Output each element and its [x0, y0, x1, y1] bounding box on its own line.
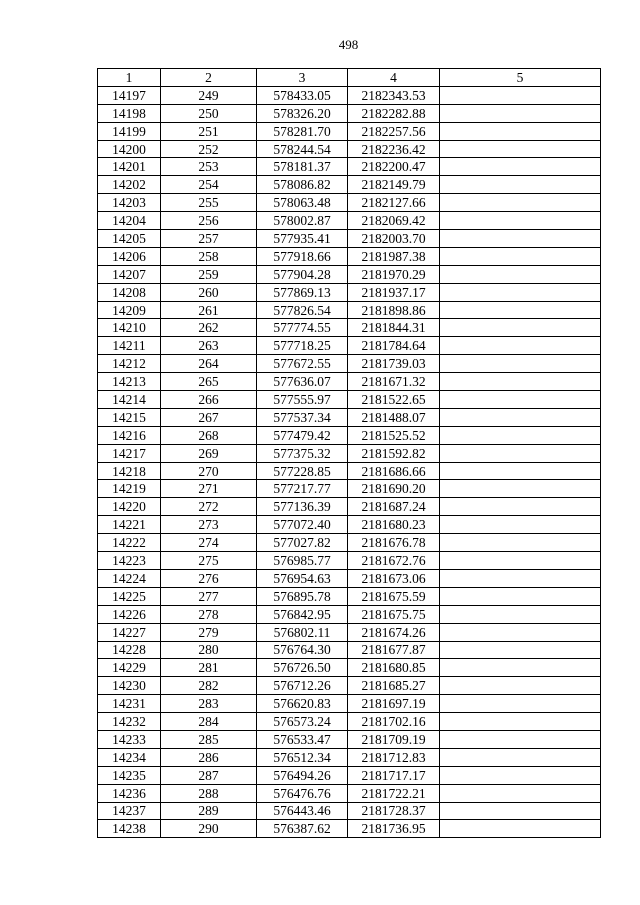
table-cell-col-5	[440, 587, 601, 605]
table-cell-col-3: 576533.47	[257, 730, 348, 748]
table-cell-col-1: 14237	[98, 802, 161, 820]
table-row	[98, 695, 601, 713]
table-cell-col-3: 577935.41	[257, 230, 348, 248]
table-cell-col-3: 577718.25	[257, 337, 348, 355]
table-cell-col-1: 14217	[98, 444, 161, 462]
table-cell-col-4: 2182200.47	[348, 158, 440, 176]
table-cell-col-2: 260	[161, 283, 257, 301]
table-row	[98, 355, 601, 373]
table-cell-col-3: 576802.11	[257, 623, 348, 641]
table-row	[98, 802, 601, 820]
table-cell-col-5	[440, 337, 601, 355]
table-row	[98, 569, 601, 587]
table-row	[98, 766, 601, 784]
table-cell-col-1: 14226	[98, 605, 161, 623]
table-cell-col-4: 2182069.42	[348, 212, 440, 230]
table-cell-col-3: 576512.34	[257, 748, 348, 766]
table-cell-col-3: 576842.95	[257, 605, 348, 623]
table-cell-col-4: 2182236.42	[348, 140, 440, 158]
table-row	[98, 462, 601, 480]
table-cell-col-2: 270	[161, 462, 257, 480]
table-cell-col-5	[440, 265, 601, 283]
table-cell-col-2: 256	[161, 212, 257, 230]
table-cell-col-5	[440, 158, 601, 176]
table-row	[98, 730, 601, 748]
table-cell-col-2: 267	[161, 408, 257, 426]
table-cell-col-2: 285	[161, 730, 257, 748]
column-header-3: 3	[257, 69, 348, 87]
table-cell-col-3: 577904.28	[257, 265, 348, 283]
table-cell-col-4: 2181739.03	[348, 355, 440, 373]
table-cell-col-5	[440, 605, 601, 623]
table-cell-col-1: 14230	[98, 677, 161, 695]
table-body	[98, 86, 601, 837]
table-cell-col-2: 272	[161, 498, 257, 516]
table-cell-col-5	[440, 462, 601, 480]
table-cell-col-5	[440, 247, 601, 265]
table-row	[98, 498, 601, 516]
table-cell-col-3: 577479.42	[257, 426, 348, 444]
table-cell-col-5	[440, 176, 601, 194]
table-cell-col-4: 2181717.17	[348, 766, 440, 784]
table-cell-col-4: 2181697.19	[348, 695, 440, 713]
table-cell-col-5	[440, 766, 601, 784]
table-cell-col-1: 14238	[98, 820, 161, 838]
table-cell-col-4: 2181970.29	[348, 265, 440, 283]
table-row	[98, 158, 601, 176]
table-cell-col-4: 2181937.17	[348, 283, 440, 301]
table-row	[98, 534, 601, 552]
table-cell-col-3: 576764.30	[257, 641, 348, 659]
table-cell-col-4: 2181728.37	[348, 802, 440, 820]
table-row	[98, 140, 601, 158]
table-row	[98, 319, 601, 337]
table-cell-col-3: 576985.77	[257, 552, 348, 570]
table-cell-col-3: 578326.20	[257, 104, 348, 122]
table-cell-col-3: 577072.40	[257, 516, 348, 534]
table-cell-col-4: 2182343.53	[348, 86, 440, 104]
column-header-5: 5	[440, 69, 601, 87]
table-cell-col-2: 261	[161, 301, 257, 319]
table-cell-col-2: 266	[161, 391, 257, 409]
table-row	[98, 480, 601, 498]
table-cell-col-4: 2181686.66	[348, 462, 440, 480]
table-cell-col-4: 2181676.78	[348, 534, 440, 552]
table-row	[98, 265, 601, 283]
table-row	[98, 122, 601, 140]
table-cell-col-1: 14213	[98, 373, 161, 391]
table-row	[98, 373, 601, 391]
table-cell-col-1: 14200	[98, 140, 161, 158]
table-cell-col-2: 252	[161, 140, 257, 158]
table-cell-col-3: 576476.76	[257, 784, 348, 802]
table-cell-col-2: 269	[161, 444, 257, 462]
table-row	[98, 391, 601, 409]
table-cell-col-2: 282	[161, 677, 257, 695]
table-cell-col-1: 14223	[98, 552, 161, 570]
table-cell-col-4: 2181690.20	[348, 480, 440, 498]
table-cell-col-5	[440, 623, 601, 641]
table-cell-col-5	[440, 194, 601, 212]
table-row	[98, 230, 601, 248]
table-cell-col-3: 578063.48	[257, 194, 348, 212]
table-cell-col-5	[440, 713, 601, 731]
page-number: 498	[338, 37, 359, 52]
table-row	[98, 516, 601, 534]
table-cell-col-1: 14205	[98, 230, 161, 248]
table-cell-col-1: 14234	[98, 748, 161, 766]
coordinates-table	[97, 68, 601, 838]
table-cell-col-1: 14228	[98, 641, 161, 659]
table-cell-col-1: 14201	[98, 158, 161, 176]
table-cell-col-4: 2181712.83	[348, 748, 440, 766]
table-cell-col-4: 2181677.87	[348, 641, 440, 659]
column-header-2: 2	[161, 69, 257, 87]
table-cell-col-2: 289	[161, 802, 257, 820]
table-cell-col-2: 277	[161, 587, 257, 605]
table-cell-col-5	[440, 516, 601, 534]
table-cell-col-2: 258	[161, 247, 257, 265]
table-cell-col-3: 577375.32	[257, 444, 348, 462]
table-cell-col-4: 2182257.56	[348, 122, 440, 140]
table-cell-col-2: 273	[161, 516, 257, 534]
table-cell-col-2: 279	[161, 623, 257, 641]
table-cell-col-3: 578433.05	[257, 86, 348, 104]
table-cell-col-5	[440, 820, 601, 838]
table-cell-col-3: 577918.66	[257, 247, 348, 265]
table-cell-col-1: 14225	[98, 587, 161, 605]
table-row	[98, 605, 601, 623]
table-cell-col-3: 577136.39	[257, 498, 348, 516]
table-cell-col-2: 290	[161, 820, 257, 838]
table-row	[98, 713, 601, 731]
table-cell-col-3: 577636.07	[257, 373, 348, 391]
table-cell-col-2: 257	[161, 230, 257, 248]
column-header-1: 1	[98, 69, 161, 87]
table-cell-col-1: 14209	[98, 301, 161, 319]
table-cell-col-1: 14227	[98, 623, 161, 641]
table-cell-col-5	[440, 784, 601, 802]
table-cell-col-1: 14210	[98, 319, 161, 337]
table-row	[98, 820, 601, 838]
table-row	[98, 641, 601, 659]
table-cell-col-5	[440, 301, 601, 319]
table-row	[98, 659, 601, 677]
table-cell-col-2: 275	[161, 552, 257, 570]
table-cell-col-3: 576712.26	[257, 677, 348, 695]
table-cell-col-4: 2182149.79	[348, 176, 440, 194]
table-cell-col-2: 251	[161, 122, 257, 140]
table-cell-col-2: 284	[161, 713, 257, 731]
table-cell-col-2: 255	[161, 194, 257, 212]
table-cell-col-5	[440, 444, 601, 462]
table-cell-col-5	[440, 86, 601, 104]
table-cell-col-3: 577555.97	[257, 391, 348, 409]
table-cell-col-1: 14202	[98, 176, 161, 194]
table-cell-col-1: 14212	[98, 355, 161, 373]
table-cell-col-1: 14218	[98, 462, 161, 480]
table-cell-col-3: 577774.55	[257, 319, 348, 337]
table-cell-col-2: 259	[161, 265, 257, 283]
table-cell-col-3: 576620.83	[257, 695, 348, 713]
table-cell-col-2: 283	[161, 695, 257, 713]
table-cell-col-3: 578244.54	[257, 140, 348, 158]
table-cell-col-1: 14216	[98, 426, 161, 444]
table-cell-col-4: 2181525.52	[348, 426, 440, 444]
table-cell-col-5	[440, 552, 601, 570]
table-cell-col-3: 576387.62	[257, 820, 348, 838]
table-cell-col-4: 2181685.27	[348, 677, 440, 695]
table-cell-col-2: 268	[161, 426, 257, 444]
table-cell-col-3: 576494.26	[257, 766, 348, 784]
table-cell-col-5	[440, 569, 601, 587]
table-cell-col-4: 2182282.88	[348, 104, 440, 122]
table-row	[98, 623, 601, 641]
table-cell-col-4: 2181522.65	[348, 391, 440, 409]
table-cell-col-3: 578086.82	[257, 176, 348, 194]
table-cell-col-4: 2182127.66	[348, 194, 440, 212]
table-cell-col-3: 577027.82	[257, 534, 348, 552]
table-cell-col-2: 254	[161, 176, 257, 194]
table-cell-col-2: 262	[161, 319, 257, 337]
table-row	[98, 212, 601, 230]
table-cell-col-5	[440, 695, 601, 713]
table-cell-col-5	[440, 373, 601, 391]
table-cell-col-4: 2181488.07	[348, 408, 440, 426]
table-row	[98, 444, 601, 462]
table-cell-col-4: 2181680.23	[348, 516, 440, 534]
table-cell-col-2: 278	[161, 605, 257, 623]
table-cell-col-1: 14207	[98, 265, 161, 283]
table-cell-col-5	[440, 641, 601, 659]
table-cell-col-5	[440, 408, 601, 426]
table-cell-col-3: 577228.85	[257, 462, 348, 480]
table-cell-col-5	[440, 480, 601, 498]
table-cell-col-4: 2181671.32	[348, 373, 440, 391]
table-cell-col-1: 14222	[98, 534, 161, 552]
table-cell-col-3: 578281.70	[257, 122, 348, 140]
table-cell-col-1: 14229	[98, 659, 161, 677]
table-cell-col-5	[440, 212, 601, 230]
table-cell-col-2: 263	[161, 337, 257, 355]
table-cell-col-5	[440, 426, 601, 444]
table-cell-col-5	[440, 677, 601, 695]
table-cell-col-2: 253	[161, 158, 257, 176]
table-cell-col-3: 576954.63	[257, 569, 348, 587]
table-cell-col-2: 249	[161, 86, 257, 104]
table-cell-col-2: 288	[161, 784, 257, 802]
table-cell-col-5	[440, 498, 601, 516]
table-cell-col-1: 14214	[98, 391, 161, 409]
table-cell-col-5	[440, 391, 601, 409]
table-cell-col-4: 2181675.75	[348, 605, 440, 623]
table-cell-col-2: 271	[161, 480, 257, 498]
table-cell-col-1: 14219	[98, 480, 161, 498]
table-cell-col-4: 2181898.86	[348, 301, 440, 319]
table-cell-col-3: 577826.54	[257, 301, 348, 319]
table-cell-col-5	[440, 659, 601, 677]
table-cell-col-4: 2181844.31	[348, 319, 440, 337]
table-cell-col-5	[440, 802, 601, 820]
table-cell-col-1: 14236	[98, 784, 161, 802]
table-cell-col-2: 281	[161, 659, 257, 677]
table-row	[98, 176, 601, 194]
table-cell-col-4: 2181673.06	[348, 569, 440, 587]
table-cell-col-5	[440, 355, 601, 373]
table-cell-col-4: 2181736.95	[348, 820, 440, 838]
table-row	[98, 677, 601, 695]
table-cell-col-1: 14221	[98, 516, 161, 534]
table-cell-col-5	[440, 230, 601, 248]
table-cell-col-1: 14211	[98, 337, 161, 355]
table-cell-col-5	[440, 122, 601, 140]
table-cell-col-3: 577537.34	[257, 408, 348, 426]
table-cell-col-2: 264	[161, 355, 257, 373]
table-cell-col-1: 14232	[98, 713, 161, 731]
table-row	[98, 784, 601, 802]
table-cell-col-3: 576726.50	[257, 659, 348, 677]
table-cell-col-4: 2181709.19	[348, 730, 440, 748]
table-cell-col-1: 14197	[98, 86, 161, 104]
table-cell-col-5	[440, 319, 601, 337]
table-cell-col-1: 14215	[98, 408, 161, 426]
table-cell-col-4: 2181722.21	[348, 784, 440, 802]
table-cell-col-5	[440, 104, 601, 122]
table-cell-col-4: 2181702.16	[348, 713, 440, 731]
table-cell-col-1: 14199	[98, 122, 161, 140]
table-cell-col-3: 576895.78	[257, 587, 348, 605]
table-cell-col-3: 577217.77	[257, 480, 348, 498]
table-row	[98, 587, 601, 605]
table-cell-col-1: 14204	[98, 212, 161, 230]
table-cell-col-3: 577672.55	[257, 355, 348, 373]
table-row	[98, 748, 601, 766]
table-cell-col-4: 2181592.82	[348, 444, 440, 462]
table-row	[98, 301, 601, 319]
table-cell-col-3: 576443.46	[257, 802, 348, 820]
table-cell-col-1: 14198	[98, 104, 161, 122]
table-cell-col-5	[440, 534, 601, 552]
table-cell-col-1: 14208	[98, 283, 161, 301]
table-cell-col-5	[440, 140, 601, 158]
column-header-4: 4	[348, 69, 440, 87]
table-cell-col-3: 578181.37	[257, 158, 348, 176]
table-cell-col-1: 14233	[98, 730, 161, 748]
table-row	[98, 408, 601, 426]
table-cell-col-2: 286	[161, 748, 257, 766]
table-row	[98, 283, 601, 301]
table-cell-col-3: 578002.87	[257, 212, 348, 230]
table-cell-col-5	[440, 283, 601, 301]
table-cell-col-4: 2181675.59	[348, 587, 440, 605]
table-cell-col-4: 2182003.70	[348, 230, 440, 248]
table-cell-col-2: 287	[161, 766, 257, 784]
table-row	[98, 426, 601, 444]
table-cell-col-3: 576573.24	[257, 713, 348, 731]
table-cell-col-2: 265	[161, 373, 257, 391]
table-cell-col-1: 14235	[98, 766, 161, 784]
table-cell-col-4: 2181674.26	[348, 623, 440, 641]
table-cell-col-3: 577869.13	[257, 283, 348, 301]
table-row	[98, 86, 601, 104]
table-cell-col-4: 2181672.76	[348, 552, 440, 570]
table-cell-col-4: 2181687.24	[348, 498, 440, 516]
table-cell-col-4: 2181784.64	[348, 337, 440, 355]
table-cell-col-2: 276	[161, 569, 257, 587]
table-cell-col-2: 280	[161, 641, 257, 659]
table-cell-col-4: 2181680.85	[348, 659, 440, 677]
table-row	[98, 194, 601, 212]
table-cell-col-2: 250	[161, 104, 257, 122]
table-cell-col-1: 14203	[98, 194, 161, 212]
table-cell-col-1: 14220	[98, 498, 161, 516]
table-cell-col-1: 14224	[98, 569, 161, 587]
table-cell-col-4: 2181987.38	[348, 247, 440, 265]
table-row	[98, 337, 601, 355]
table-row	[98, 104, 601, 122]
table-cell-col-5	[440, 730, 601, 748]
table-cell-col-1: 14206	[98, 247, 161, 265]
table-cell-col-5	[440, 748, 601, 766]
table-header-row	[98, 69, 601, 87]
table-row	[98, 552, 601, 570]
table-row	[98, 247, 601, 265]
table-cell-col-2: 274	[161, 534, 257, 552]
table-cell-col-1: 14231	[98, 695, 161, 713]
